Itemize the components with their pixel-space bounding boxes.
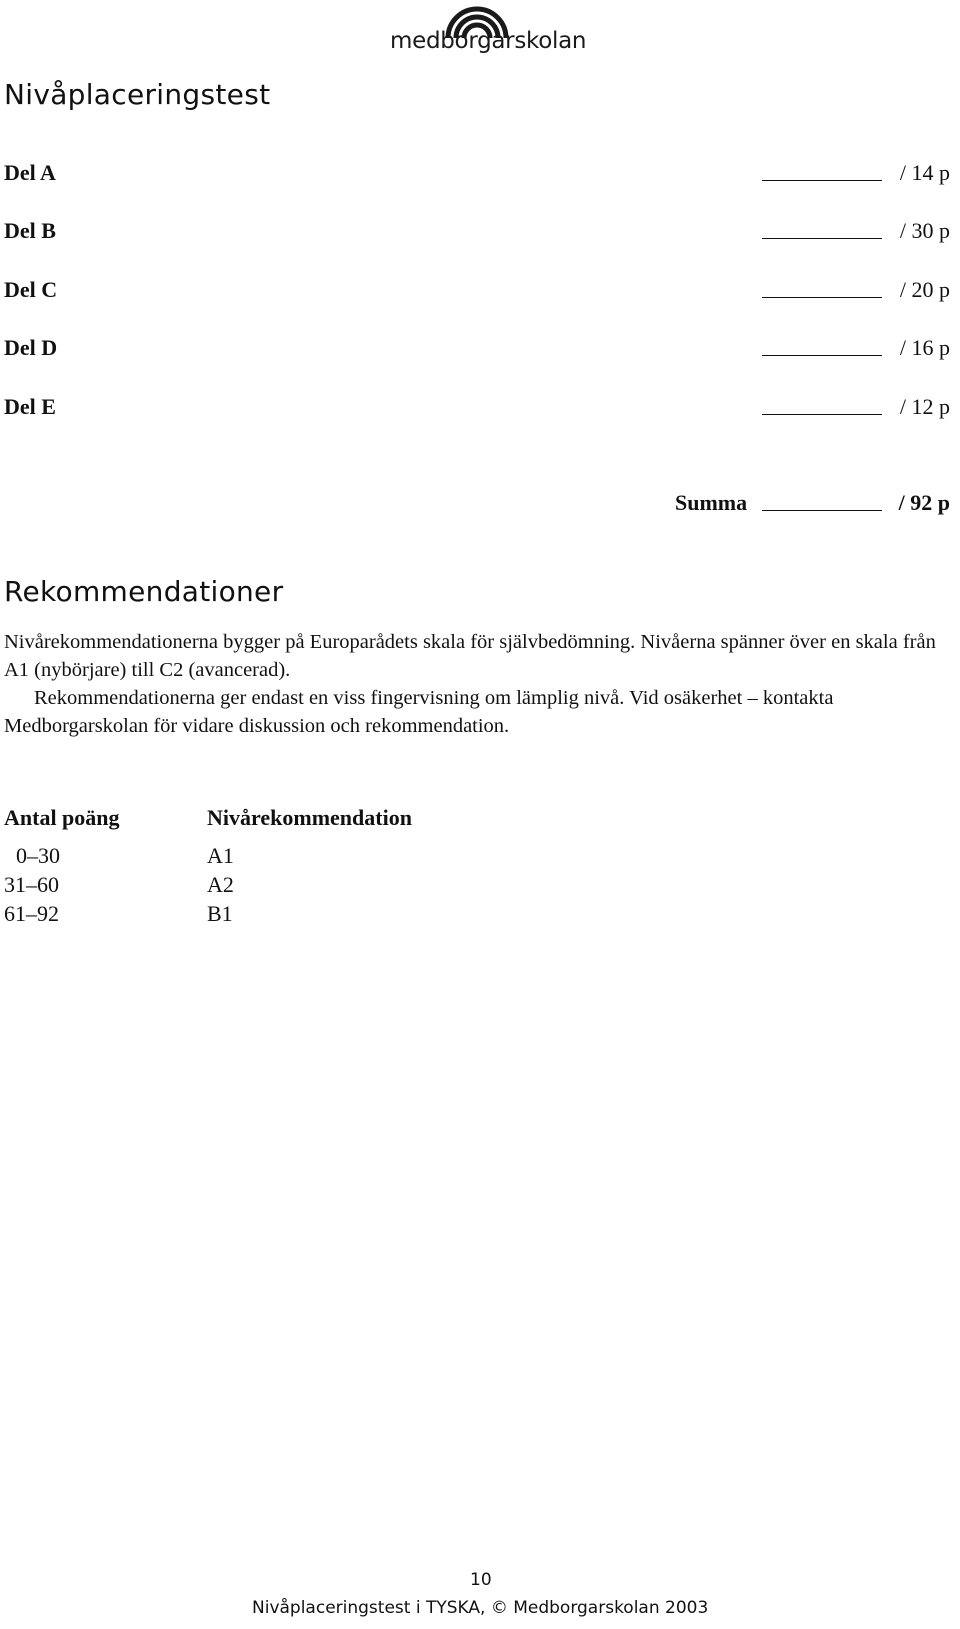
score-max: / 30 p — [899, 218, 950, 243]
page-title: Nivåplaceringstest — [4, 78, 271, 111]
score-blank-line — [762, 355, 882, 356]
row-points: 0–30 — [16, 843, 60, 868]
score-label: Del A — [4, 160, 56, 185]
sum-label: Summa — [675, 490, 748, 515]
score-label: Del C — [4, 277, 58, 302]
score-label: Del E — [4, 394, 56, 419]
row-points: 61–92 — [4, 901, 59, 926]
header-level: Nivårekommendation — [207, 805, 412, 830]
recommendations-paragraph-1: Nivårekommendationerna bygger på Europarådets skala för självbedömning. Nivåerna spänner över en skala från A1 (nybörjare) till C2 (avancerad). — [4, 631, 936, 681]
header-points: Antal poäng — [4, 805, 120, 830]
score-row-del-d — [4, 335, 950, 365]
score-max: / 12 p — [899, 394, 950, 419]
page-number: 10 — [470, 1570, 492, 1590]
score-blank-line — [762, 414, 882, 415]
score-max: / 20 p — [899, 277, 950, 302]
sum-max: / 92 p — [898, 490, 950, 515]
row-level: A1 — [207, 843, 234, 868]
score-row-del-b — [4, 218, 950, 248]
score-label: Del B — [4, 218, 56, 243]
score-max: / 16 p — [899, 335, 950, 360]
row-level: B1 — [207, 901, 233, 926]
score-blank-line — [762, 180, 882, 181]
row-level: A2 — [207, 872, 234, 897]
footer: Nivåplaceringstest i TYSKA, © Medborgarskolan 2003 — [252, 1598, 709, 1618]
logo-text: medborgarskolan — [390, 28, 587, 54]
logo — [390, 4, 587, 56]
score-row-del-c — [4, 277, 950, 307]
score-blank-line — [762, 238, 882, 239]
sum-row — [4, 490, 950, 520]
row-points: 31–60 — [4, 872, 59, 897]
sum-blank-line — [762, 510, 882, 511]
recommendations-paragraph-2: Rekommendationerna ger endast en viss fingervisning om lämplig nivå. Vid osäkerhet – kontakta Medborgarskolan för vidare diskussion och rekommendation. — [4, 687, 834, 737]
score-label: Del D — [4, 335, 58, 360]
score-blank-line — [762, 297, 882, 298]
score-max: / 14 p — [899, 160, 950, 185]
recommendations-heading: Rekommendationer — [4, 575, 284, 608]
recommendations-text — [4, 628, 958, 740]
score-row-del-a — [4, 160, 950, 190]
score-row-del-e — [4, 394, 950, 424]
